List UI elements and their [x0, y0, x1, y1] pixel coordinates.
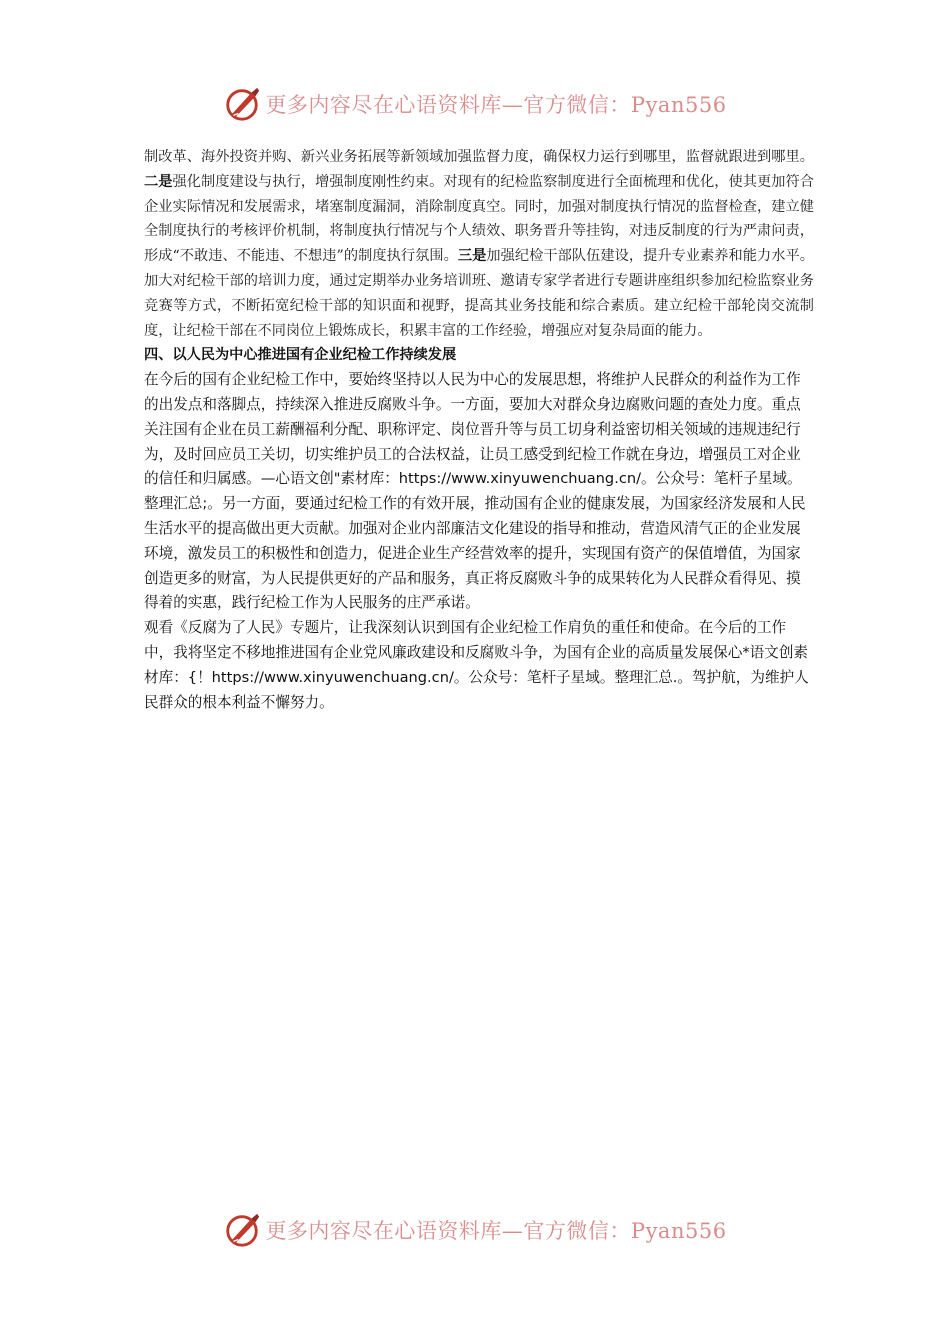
conclusion-paragraph: 观看《反腐为了人民》专题片，让我深刻认识到国有企业纪检工作肩负的重任和使命。在今后的工作中，我将坚定不移地推进国有企业党风廉政建设和反腐败斗争，为国有企业的高质量发展保心*语文创素材库：{！https://www.xinyuwenchuang.cn/。公众号：笔杆子星域。整理汇总.。驾护航，为维护人民群众的根本利益不懈努力。 — [144, 619, 809, 711]
section3-continued-paragraph — [144, 145, 814, 343]
pen-logo-icon — [223, 85, 261, 123]
banner-text: 更多内容尽在心语资料库—官方微信：Pyan556 — [265, 1219, 727, 1243]
section3-text-part1: 制改革、海外投资并购、新兴业务拓展等新领域加强监督力度，确保权力运行到哪里，监督就跟进到哪里。 — [144, 149, 814, 165]
pen-logo-icon — [223, 1211, 261, 1249]
section4-paragraph: 在今后的国有企业纪检工作中，要始终坚持以人民为中心的发展思想，将维护人民群众的利益作为工作的出发点和落脚点，持续深入推进反腐败斗争。一方面，要加大对群众身边腐败问题的查处力度。重点关注国有企业在员工薪酬福利分配、职称评定、岗位晋升等与员工切身利益密切相关领域的违规违纪行为，及时回应员工关切，切实维护员工的合法权益，让员工感受到纪检工作就在身边，增强员工对企业的信任和归属感。—心语文创"素材库：https://www.xinyuwenchuang.cn/。公众号：笔杆子星域。整理汇总;。另一方面，要通过纪检工作的有效开展，推动国有企业的健康发展，为国家经济发展和人民生活水平的提高做出更大贡献。加强对企业内部廉洁文化建设的指导和推动，营造风清气正的企业发展环境，激发员工的积极性和创造力，促进企业生产经营效率的提升，实现国有资产的保值增值，为国家创造更多的财富，为人民提供更好的产品和服务，真正将反腐败斗争的成果转化为人民群众看得见、摸得着的实惠，践行纪检工作为人民服务的庄严承诺。 — [144, 371, 806, 612]
document-body — [144, 145, 814, 715]
footer-banner — [0, 1208, 950, 1252]
banner-text: 更多内容尽在心语资料库—官方微信：Pyan556 — [265, 93, 727, 117]
section4-heading: 四、以人民为中心推进国有企业纪检工作持续发展 — [144, 347, 457, 364]
header-banner — [0, 82, 950, 126]
section3-text-part3: 加强纪检干部队伍建设，提升专业素养和能力水平。加大对纪检干部的培训力度，通过定期举办业务培训班、邀请专家学者进行专题讲座组织参加纪检监察业务竞赛等方式，不断拓宽纪检干部的知识面和视野，提高其业务技能和综合素质。建立纪检干部轮岗交流制度，让纪检干部在不同岗位上锻炼成长，积累丰富的工作经验，增强应对复杂局面的能力。 — [144, 248, 814, 339]
section3-bold-marker-3: 三是 — [457, 248, 487, 265]
section3-bold-marker-2: 二是 — [144, 173, 173, 190]
section3-text-part2: 强化制度建设与执行，增强制度刚性约束。对现有的纪检监察制度进行全面梳理和优化，使其更加符合企业实际情况和发展需求，堵塞制度漏洞，消除制度真空。同时，加强对制度执行情况的监督检查，建立健全制度执行的考核评价机制，将制度执行情况与个人绩效、职务晋升等挂钩，对违反制度的行为严肃问责，形成“不敢违、不能违、不想违”的制度执行氛围。 — [144, 173, 814, 265]
